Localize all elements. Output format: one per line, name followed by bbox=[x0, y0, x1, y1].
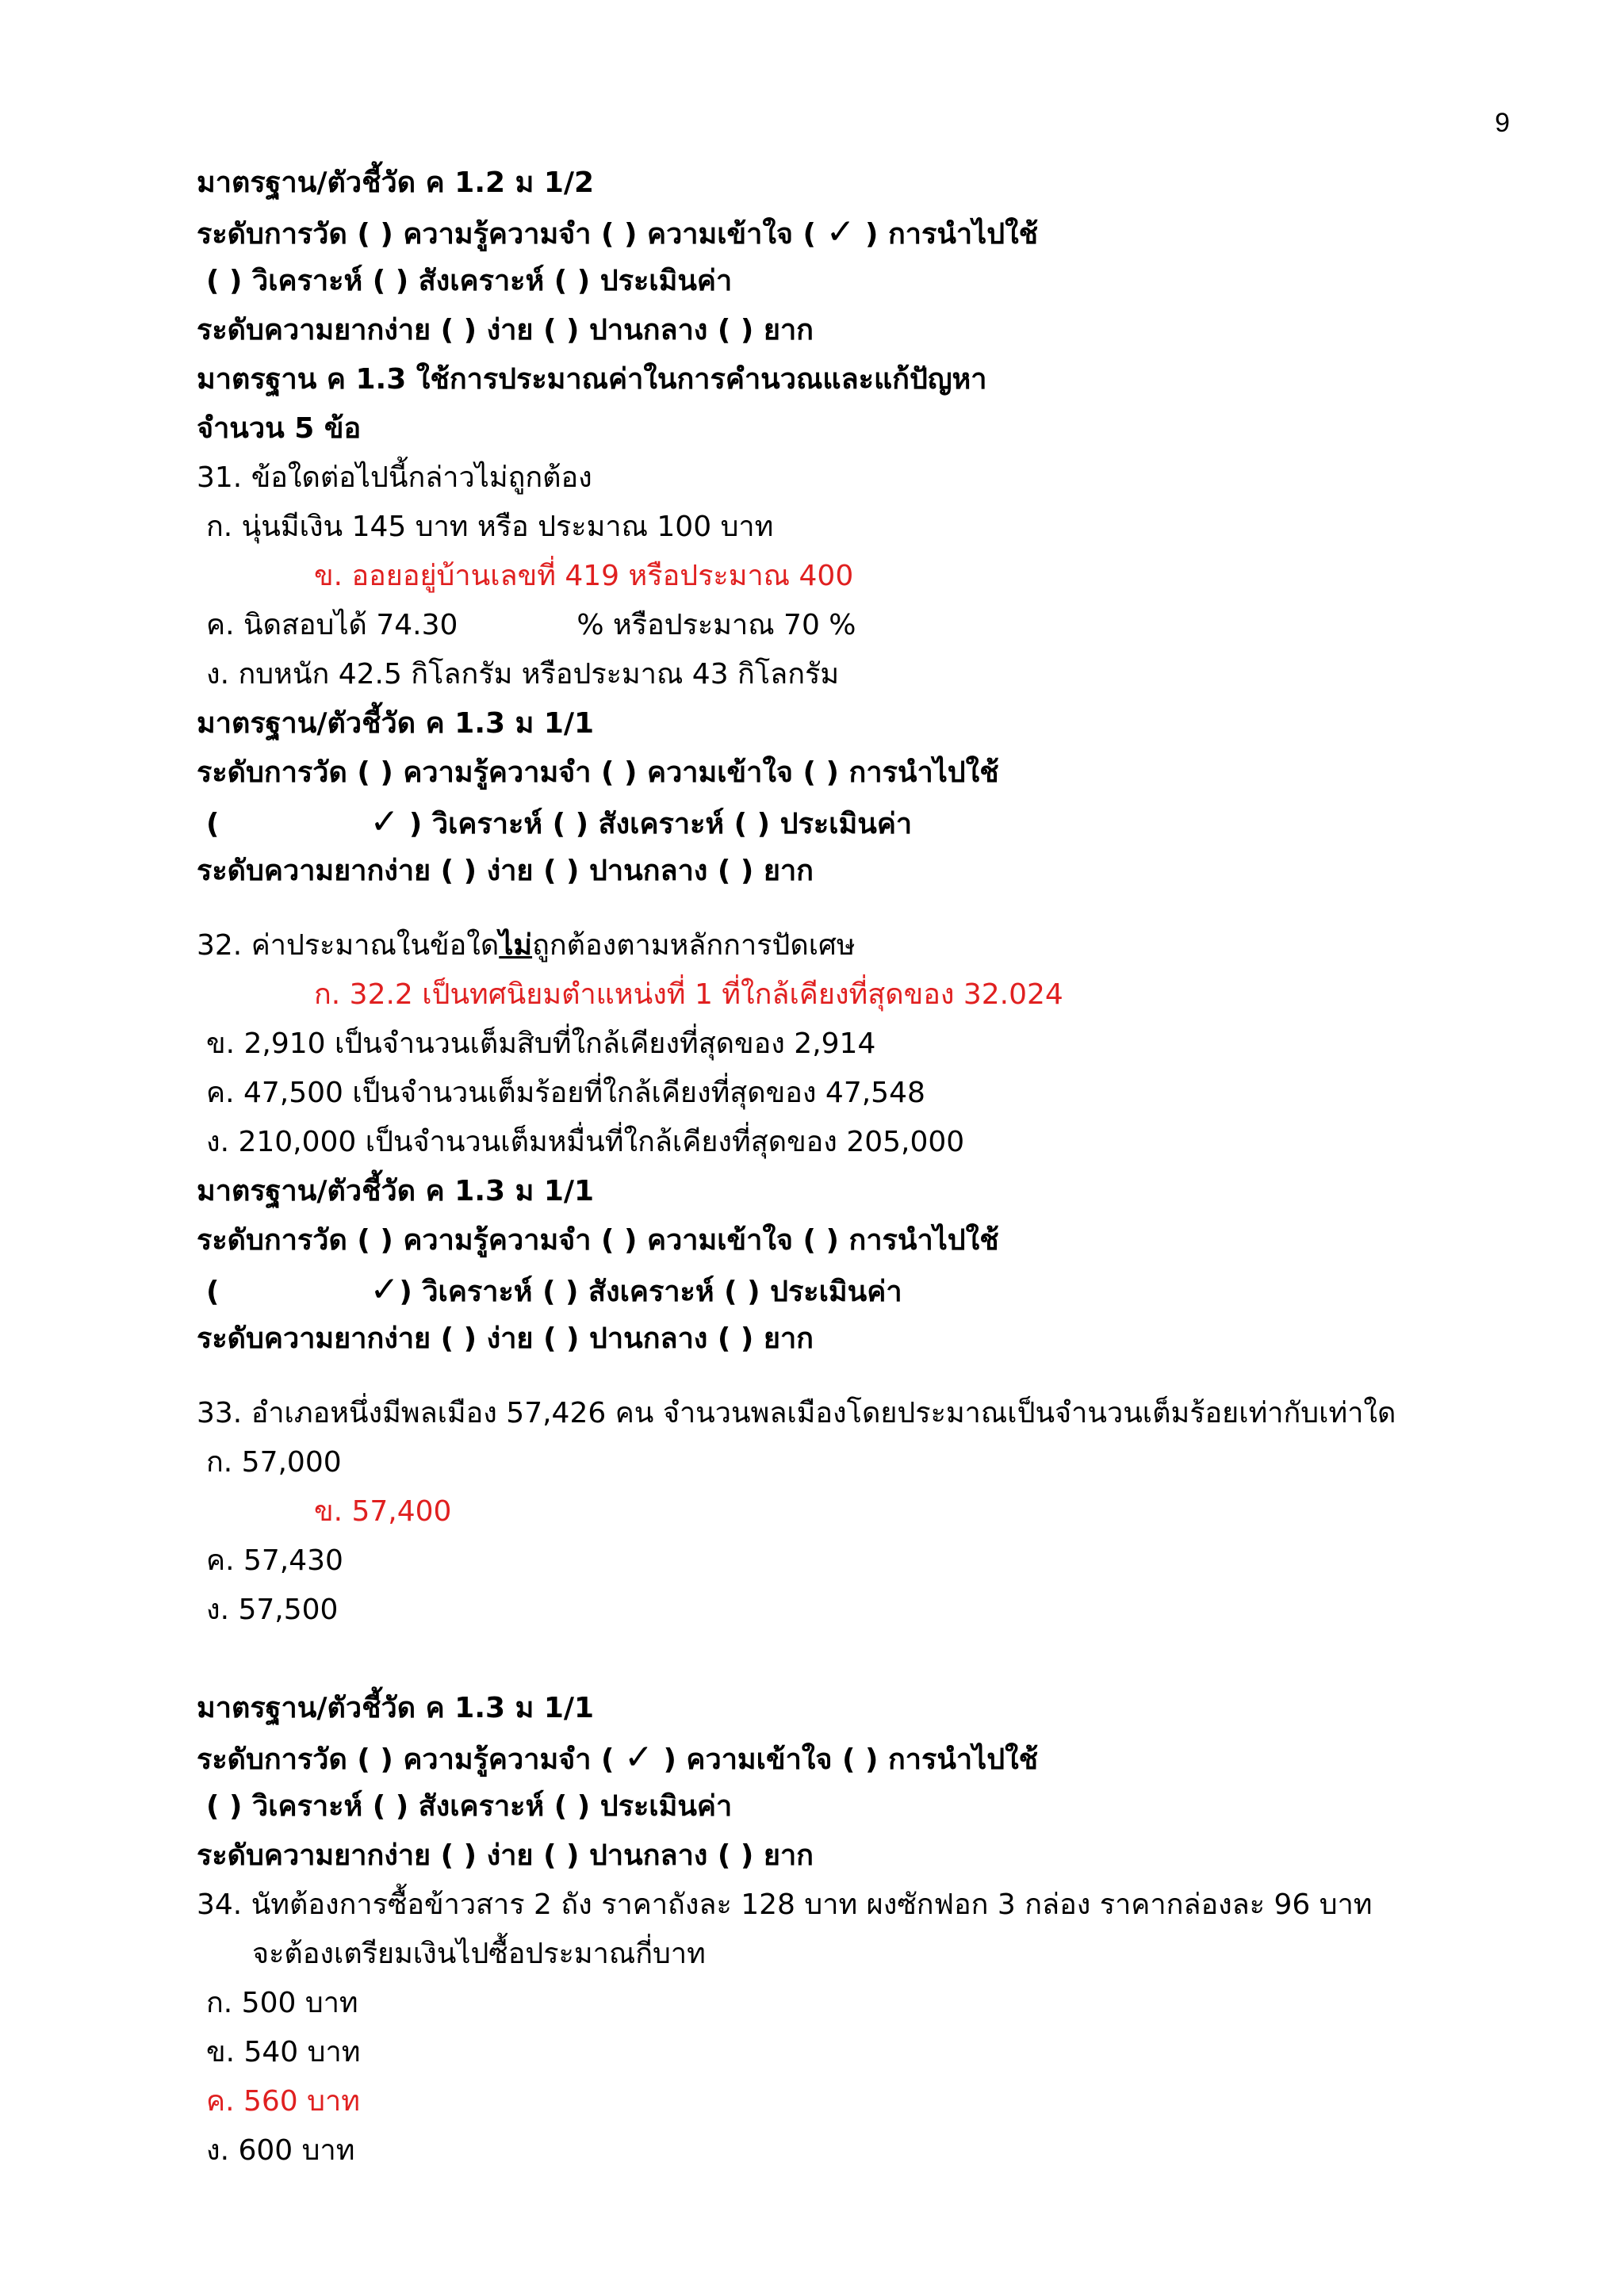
q31-option-b-answer: ข. ออยอยู่บ้านเลขที่ 419 หรือประมาณ 400 bbox=[314, 560, 854, 592]
q32-option-d: ง. 210,000 เป็นจำนวนเต็มหมื่นที่ใกล้เคียงที่สุดของ 205,000 bbox=[206, 1126, 965, 1158]
measurement-level: ระดับการวัด ( ) ความรู้ความจำ ( ) ความเข้าใจ ( ✓ ) การนำไปใช้ bbox=[197, 212, 1039, 252]
difficulty-level: ระดับความยากง่าย ( ) ง่าย ( ) ปานกลาง ( ) ยาก bbox=[197, 314, 814, 346]
q34-option-c-answer: ค. 560 บาท bbox=[206, 2085, 360, 2118]
q31-option-d: ง. กบหนัก 42.5 กิโลกรัม หรือประมาณ 43 กิโลกรัม bbox=[206, 658, 840, 691]
q33-difficulty-level: ระดับความยากง่าย ( ) ง่าย ( ) ปานกลาง ( ) ยาก bbox=[197, 1839, 814, 1872]
q31-measurement-level: ระดับการวัด ( ) ความรู้ความจำ ( ) ความเข้าใจ ( ) การนำไปใช้ bbox=[197, 756, 999, 789]
q33-option-c: ค. 57,430 bbox=[206, 1544, 343, 1577]
section-standard: มาตรฐาน ค 1.3 ใช้การประมาณค่าในการคำนวณและแก้ปัญหา bbox=[197, 363, 987, 396]
q31-option-c: ค. นิดสอบได้ 74.30 % หรือประมาณ 70 % bbox=[206, 609, 856, 641]
question-34-cont: จะต้องเตรียมเงินไปซื้อประมาณกี่บาท bbox=[252, 1938, 706, 1970]
document-body bbox=[197, 159, 1505, 2175]
q33-measurement-level: ระดับการวัด ( ) ความรู้ความจำ ( ✓ ) ความเข้าใจ ( ) การนำไปใช้ bbox=[197, 1737, 1039, 1777]
q34-option-d: ง. 600 บาท bbox=[206, 2134, 355, 2167]
measurement-level-cont: ( ) วิเคราะห์ ( ) สังเคราะห์ ( ) ประเมินค่า bbox=[206, 265, 733, 297]
q32-option-b: ข. 2,910 เป็นจำนวนเต็มสิบที่ใกล้เคียงที่สุดของ 2,914 bbox=[206, 1027, 876, 1060]
q31-option-a: ก. นุ่นมีเงิน 145 บาท หรือ ประมาณ 100 บาท bbox=[206, 511, 774, 543]
q32-measurement-level-cont: ( ✓) วิเคราะห์ ( ) สังเคราะห์ ( ) ประเมินค่า bbox=[206, 1269, 902, 1310]
q32-measurement-level: ระดับการวัด ( ) ความรู้ความจำ ( ) ความเข้าใจ ( ) การนำไปใช้ bbox=[197, 1224, 999, 1257]
question-34: 34. นัทต้องการซื้อข้าวสาร 2 ถัง ราคาถังละ 128 บาท ผงซักฟอก 3 กล่อง ราคากล่องละ 96 บาท bbox=[197, 1888, 1373, 1921]
q33-option-d: ง. 57,500 bbox=[206, 1594, 339, 1626]
checkmark-icon: ✓ bbox=[370, 1269, 400, 1310]
checkmark-icon: ✓ bbox=[370, 802, 400, 842]
q33-measurement-level-cont: ( ) วิเคราะห์ ( ) สังเคราะห์ ( ) ประเมินค่า bbox=[206, 1790, 733, 1823]
q33-option-b-answer: ข. 57,400 bbox=[314, 1495, 452, 1528]
section-count: จำนวน 5 ข้อ bbox=[197, 412, 362, 445]
q33-option-a: ก. 57,000 bbox=[206, 1446, 342, 1479]
question-31: 31. ข้อใดต่อไปนี้กล่าวไม่ถูกต้อง bbox=[197, 461, 592, 494]
q34-option-a: ก. 500 บาท bbox=[206, 1987, 358, 2019]
question-33: 33. อำเภอหนึ่งมีพลเมือง 57,426 คน จำนวนพลเมืองโดยประมาณเป็นจำนวนเต็มร้อยเท่ากับเท่าใด bbox=[197, 1397, 1396, 1429]
q31-difficulty-level: ระดับความยากง่าย ( ) ง่าย ( ) ปานกลาง ( ) ยาก bbox=[197, 855, 814, 887]
q32-option-c: ค. 47,500 เป็นจำนวนเต็มร้อยที่ใกล้เคียงที่สุดของ 47,548 bbox=[206, 1077, 925, 1109]
q34-option-b: ข. 540 บาท bbox=[206, 2036, 361, 2068]
q32-indicator-standard: มาตรฐาน/ตัวชี้วัด ค 1.3 ม 1/1 bbox=[197, 1175, 595, 1207]
q32-option-a-answer: ก. 32.2 เป็นทศนิยมตำแหน่งที่ 1 ที่ใกล้เคียงที่สุดของ 32.024 bbox=[314, 978, 1063, 1011]
q32-difficulty-level: ระดับความยากง่าย ( ) ง่าย ( ) ปานกลาง ( ) ยาก bbox=[197, 1322, 814, 1355]
q31-indicator-standard: มาตรฐาน/ตัวชี้วัด ค 1.3 ม 1/1 bbox=[197, 707, 595, 740]
q33-indicator-standard: มาตรฐาน/ตัวชี้วัด ค 1.3 ม 1/1 bbox=[197, 1692, 595, 1724]
q31-measurement-level-cont: ( ✓ ) วิเคราะห์ ( ) สังเคราะห์ ( ) ประเมินค่า bbox=[206, 802, 913, 842]
checkmark-icon: ✓ bbox=[624, 1737, 653, 1777]
checkmark-icon: ✓ bbox=[825, 212, 856, 252]
indicator-standard: มาตรฐาน/ตัวชี้วัด ค 1.2 ม 1/2 bbox=[197, 166, 595, 199]
question-32: 32. ค่าประมาณในข้อใดไม่ถูกต้องตามหลักการปัดเศษ bbox=[197, 929, 856, 962]
page-number: 9 bbox=[1495, 108, 1510, 138]
